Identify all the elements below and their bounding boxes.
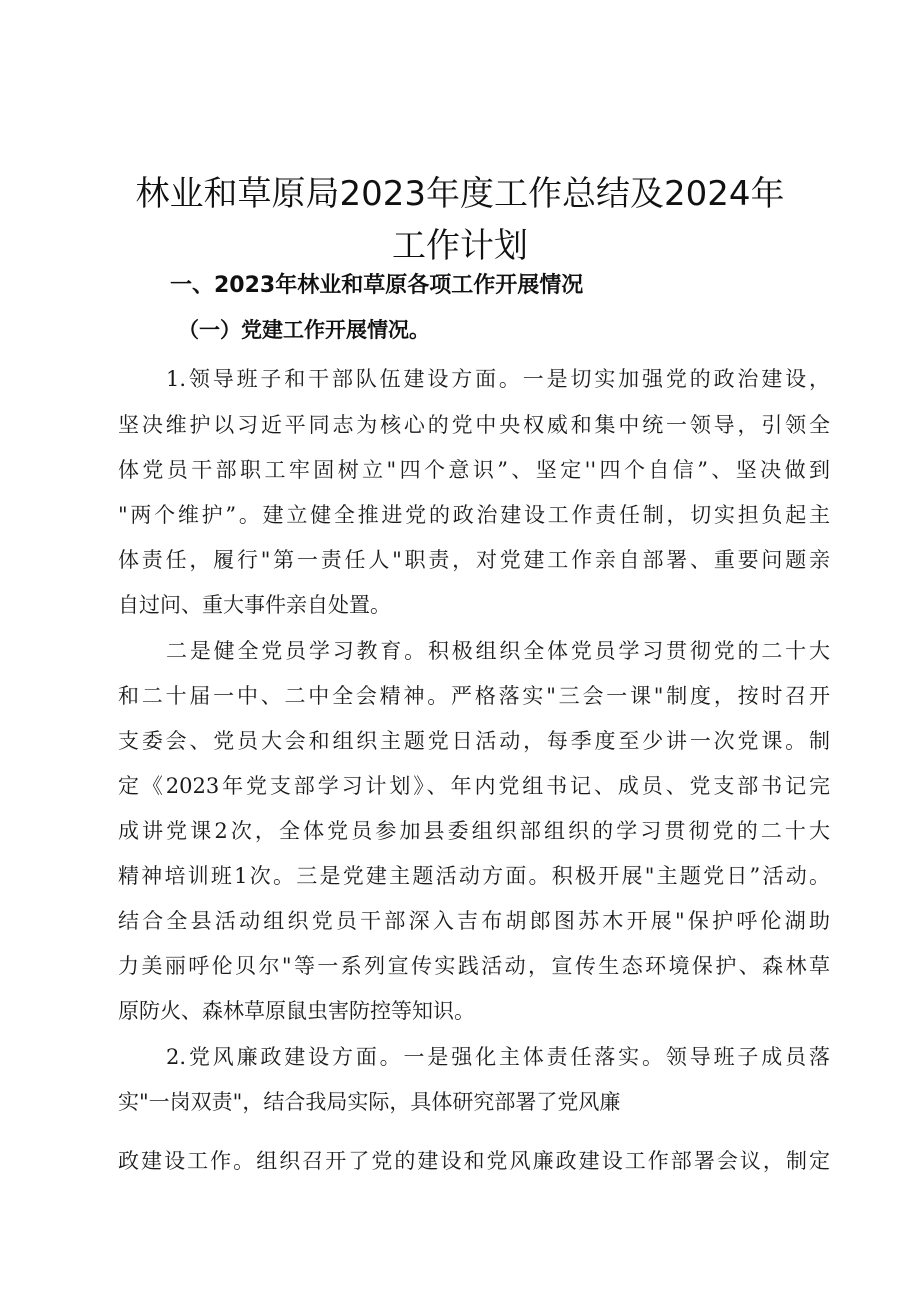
subsection-heading: （一）党建工作开展情况。 <box>178 318 430 342</box>
paragraph-line: 自过问、重大事件亲自处置。 <box>118 593 391 617</box>
paragraph-line: 2.党风廉政建设方面。一是强化主体责任落实。领导班子成员落 <box>166 1045 830 1069</box>
paragraph-line: 和二十届一中、二中全会精神。严格落实"三会一课"制度，按时召开 <box>118 684 830 708</box>
paragraph-line: 1.领导班子和干部队伍建设方面。一是切实加强党的政治建设， <box>166 367 830 391</box>
paragraph-line: 支委会、党员大会和组织主题党日活动，每季度至少讲一次党课。制 <box>118 729 830 753</box>
paragraph-line: "两个维护”。建立健全推进党的政治建设工作责任制，切实担负起主 <box>118 503 830 527</box>
paragraph-line: 精神培训班1次。三是党建主题活动方面。积极开展"主题党日”活动。 <box>118 864 830 888</box>
paragraph-line: 力美丽呼伦贝尔"等一系列宣传实践活动，宣传生态环境保护、森林草 <box>118 954 830 978</box>
paragraph-line: 坚决维护以习近平同志为核心的党中央权威和集中统一领导，引领全 <box>118 413 830 437</box>
section-heading: 一、2023年林业和草原各项工作开展情况 <box>170 273 584 298</box>
paragraph-line: 二是健全党员学习教育。积极组织全体党员学习贯彻党的二十大 <box>166 639 830 663</box>
paragraph-line: 体党员干部职工牢固树立"四个意识”、坚定''四个自信”、坚决做到 <box>118 458 830 482</box>
paragraph-line: 体责任，履行"第一责任人"职责，对党建工作亲自部署、重要问题亲 <box>118 548 830 572</box>
paragraph-line: 实"一岗双责"，结合我局实际，具体研究部署了党风廉 <box>118 1090 621 1114</box>
paragraph-line: 政建设工作。组织召开了党的建设和党风廉政建设工作部署会议，制定 <box>118 1149 830 1173</box>
paragraph-line: 结合全县活动组织党员干部深入吉布胡郎图苏木开展"保护呼伦湖助 <box>118 909 830 933</box>
paragraph-line: 原防火、森林草原鼠虫害防控等知识。 <box>118 999 475 1023</box>
paragraph-line: 成讲党课2次，全体党员参加县委组织部组织的学习贯彻党的二十大 <box>118 819 830 843</box>
document-title-line-1: 林业和草原局2023年度工作总结及2024年 <box>135 174 785 214</box>
paragraph-line: 定《2023年党支部学习计划》、年内党组书记、成员、党支部书记完 <box>118 774 830 798</box>
document-title-line-2: 工作计划 <box>392 226 528 266</box>
